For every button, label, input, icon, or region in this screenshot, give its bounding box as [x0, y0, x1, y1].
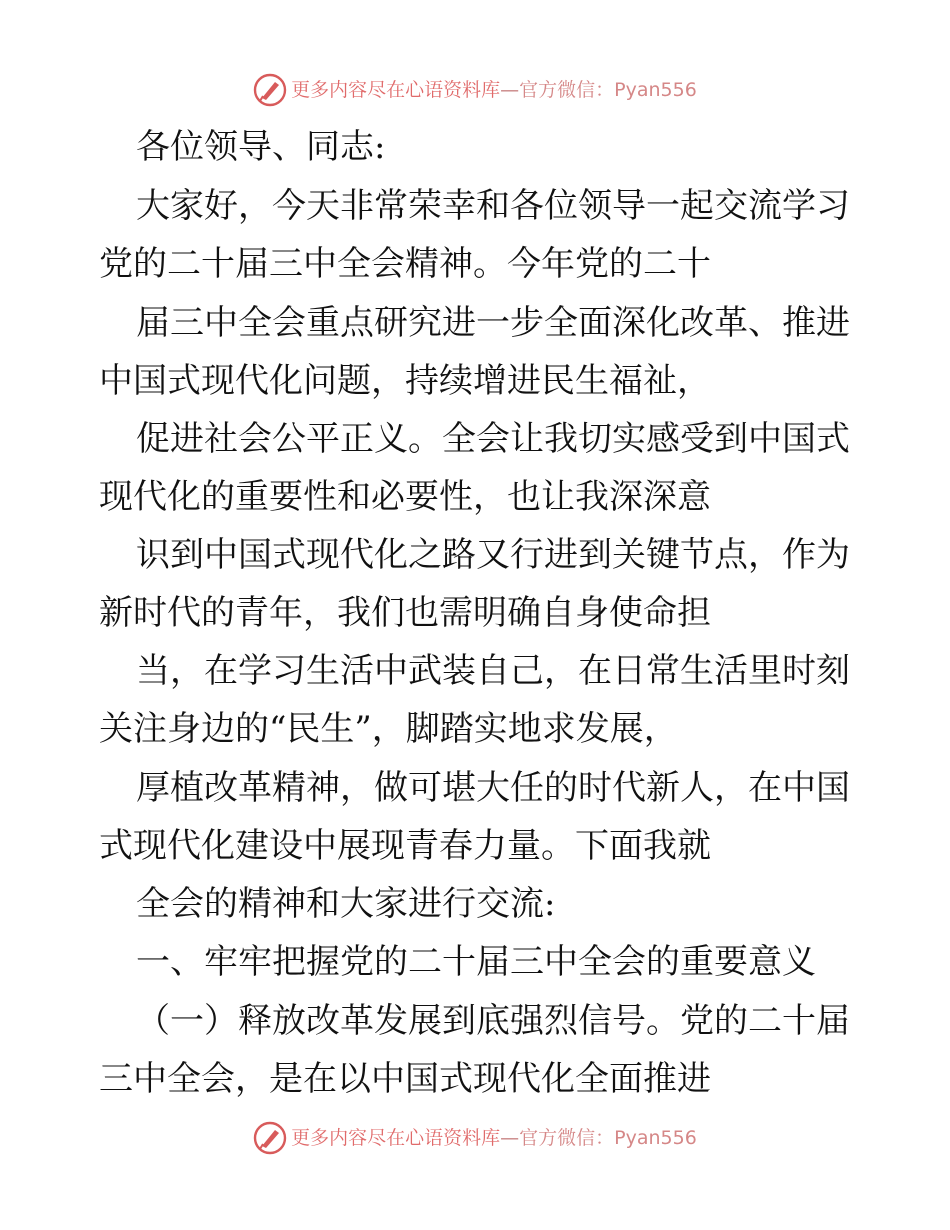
body-line: 大家好，今天非常荣幸和各位领导一起交流学习 [136, 186, 850, 226]
body-line: 现代化的重要性和必要性，也让我深深意 [99, 477, 711, 517]
body-line: 关注身边的“民生”，脚踏实地求发展， [99, 709, 678, 749]
header-banner-text: 更多内容尽在心语资料库 [291, 79, 501, 101]
footer-banner-contact: 官方微信：Pyan556 [519, 1127, 697, 1149]
footer-banner-separator: — [500, 1127, 520, 1149]
body-line: 届三中全会重点研究进一步全面深化改革、推进 [136, 303, 850, 343]
body-line: 党的二十届三中全会精神。今年党的二十 [99, 244, 711, 284]
header-banner-separator: — [500, 79, 520, 101]
quill-pen-icon [253, 1121, 287, 1155]
body-line: 当，在学习生活中武装自己，在日常生活里时刻 [136, 651, 850, 691]
header-banner [0, 70, 950, 110]
body-line: 三中全会，是在以中国式现代化全面推进 [99, 1059, 711, 1099]
body-line: 中国式现代化问题，持续增进民生福祉， [99, 361, 711, 401]
header-banner-contact: 官方微信：Pyan556 [519, 79, 697, 101]
body-line: 新时代的青年，我们也需明确自身使命担 [99, 593, 711, 633]
footer-banner [0, 1118, 950, 1158]
footer-banner-text: 更多内容尽在心语资料库 [291, 1127, 501, 1149]
body-line: 厚植改革精神，做可堪大任的时代新人，在中国 [136, 768, 850, 808]
body-line: 促进社会公平正义。全会让我切实感受到中国式 [136, 419, 850, 459]
body-line: 各位领导、同志: [136, 127, 386, 167]
section-heading: 一、牢牢把握党的二十届三中全会的重要意义 [136, 942, 816, 982]
body-line: 全会的精神和大家进行交流: [136, 884, 556, 924]
body-line: （一）释放改革发展到底强烈信号。党的二十届 [136, 1001, 850, 1041]
body-line: 识到中国式现代化之路又行进到关键节点，作为 [136, 535, 850, 575]
quill-pen-icon [253, 73, 287, 107]
body-line: 式现代化建设中展现青春力量。下面我就 [99, 826, 711, 866]
